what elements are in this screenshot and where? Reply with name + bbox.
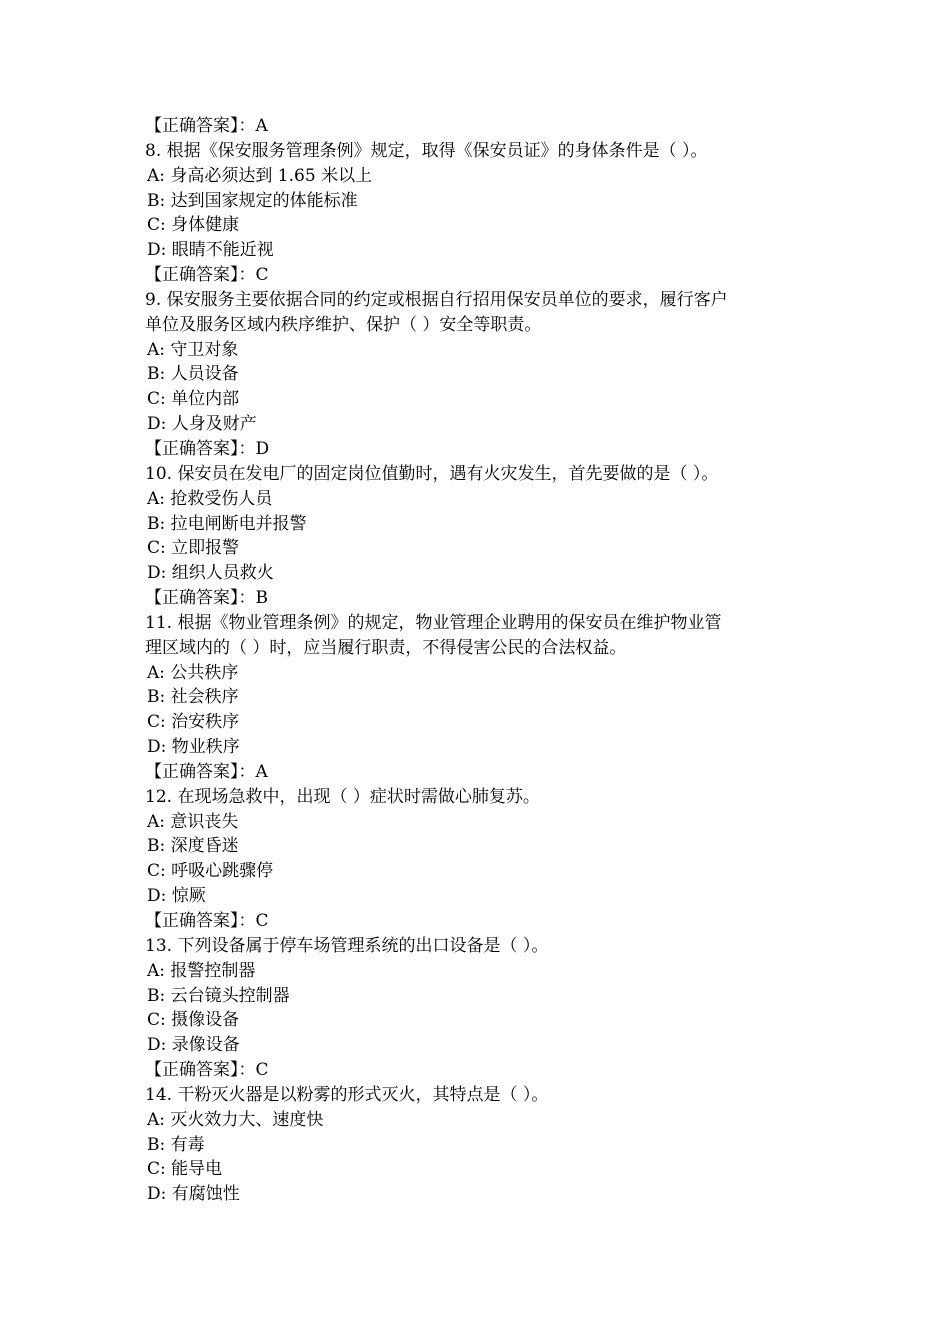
option-a: A: 意识丧失 bbox=[147, 811, 239, 832]
option-a: A: 报警控制器 bbox=[147, 960, 256, 981]
option-a: A: 身高必须达到 1.65 米以上 bbox=[147, 165, 373, 186]
answer-line: 【正确答案】：C bbox=[145, 265, 269, 286]
answer-line: 【正确答案】：A bbox=[145, 761, 268, 782]
option-d: D: 组织人员救火 bbox=[147, 563, 274, 584]
option-d: D: 有腐蚀性 bbox=[147, 1184, 240, 1205]
option-a: A: 公共秩序 bbox=[147, 662, 239, 683]
answer-line: 【正确答案】：B bbox=[145, 588, 268, 609]
question-12: 12. 在现场急救中，出现（ ）症状时需做心肺复苏。 bbox=[145, 786, 540, 807]
option-a: A: 抢救受伤人员 bbox=[147, 488, 273, 509]
option-c: C: 摄像设备 bbox=[147, 1010, 240, 1031]
option-a: A: 灭火效力大、速度快 bbox=[147, 1109, 324, 1130]
option-b: B: 达到国家规定的体能标准 bbox=[147, 190, 358, 211]
option-c: C: 身体健康 bbox=[147, 215, 240, 236]
option-c: C: 治安秩序 bbox=[147, 712, 240, 733]
option-a: A: 守卫对象 bbox=[147, 339, 239, 360]
question-14: 14. 干粉灭火器是以粉雾的形式灭火，其特点是（ ）。 bbox=[145, 1084, 549, 1105]
option-d: D: 人身及财产 bbox=[147, 414, 257, 435]
option-d: D: 惊厥 bbox=[147, 886, 206, 907]
option-b: B: 有毒 bbox=[147, 1134, 205, 1155]
option-c: C: 立即报警 bbox=[147, 538, 240, 559]
option-c: C: 单位内部 bbox=[147, 389, 240, 410]
question-9: 9. 保安服务主要依据合同的约定或根据自行招用保安员单位的要求，履行客户 bbox=[145, 289, 728, 310]
option-c: C: 能导电 bbox=[147, 1159, 223, 1180]
option-d: D: 眼睛不能近视 bbox=[147, 240, 274, 261]
option-c: C: 呼吸心跳骤停 bbox=[147, 861, 274, 882]
answer-line: 【正确答案】：A bbox=[145, 116, 268, 136]
option-b: B: 云台镜头控制器 bbox=[147, 985, 290, 1006]
option-d: D: 录像设备 bbox=[147, 1035, 240, 1056]
question-9-cont: 单位及服务区域内秩序维护、保护（ ）安全等职责。 bbox=[145, 314, 542, 335]
question-10: 10. 保安员在发电厂的固定岗位值勤时，遇有火灾发生，首先要做的是（ ）。 bbox=[145, 463, 719, 484]
option-b: B: 社会秩序 bbox=[147, 687, 239, 708]
answer-line: 【正确答案】：D bbox=[145, 438, 270, 459]
option-b: B: 人员设备 bbox=[147, 364, 239, 385]
option-d: D: 物业秩序 bbox=[147, 737, 240, 758]
option-b: B: 拉电闸断电并报警 bbox=[147, 513, 307, 534]
answer-line: 【正确答案】：C bbox=[145, 1060, 269, 1081]
answer-line: 【正确答案】：C bbox=[145, 911, 269, 931]
question-11: 11. 根据《物业管理条例》的规定，物业管理企业聘用的保安员在维护物业管 bbox=[145, 612, 722, 633]
question-8: 8. 根据《保安服务管理条例》规定，取得《保安员证》的身体条件是（ ）。 bbox=[145, 140, 708, 161]
question-list bbox=[145, 114, 845, 1207]
question-11-cont: 理区域内的（ ）时，应当履行职责，不得侵害公民的合法权益。 bbox=[145, 637, 627, 658]
question-13: 13. 下列设备属于停车场管理系统的出口设备是（ ）。 bbox=[145, 935, 549, 956]
option-b: B: 深度昏迷 bbox=[147, 836, 239, 857]
